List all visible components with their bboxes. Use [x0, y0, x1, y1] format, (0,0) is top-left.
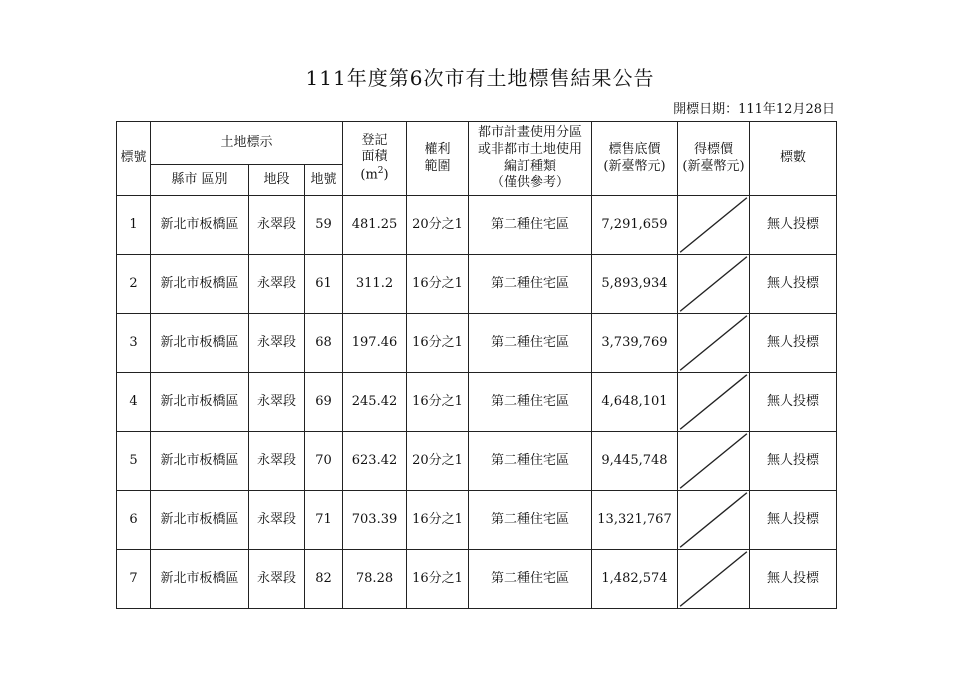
cell-result: 無人投標	[750, 373, 837, 432]
cell-zone: 第二種住宅區	[469, 373, 592, 432]
cell-zone: 第二種住宅區	[469, 432, 592, 491]
cell-lot: 71	[305, 491, 343, 550]
cell-county: 新北市板橋區	[151, 314, 249, 373]
cell-zone: 第二種住宅區	[469, 196, 592, 255]
header-base-price: 標售底價 (新臺幣元)	[592, 122, 678, 196]
header-winning-price: 得標價 (新臺幣元)	[678, 122, 750, 196]
diagonal-slash	[678, 196, 749, 254]
diagonal-slash	[678, 550, 749, 608]
cell-zone: 第二種住宅區	[469, 314, 592, 373]
cell-county: 新北市板橋區	[151, 196, 249, 255]
cell-no: 7	[117, 550, 151, 609]
cell-base-price: 4,648,101	[592, 373, 678, 432]
cell-lot: 61	[305, 255, 343, 314]
cell-base-price: 1,482,574	[592, 550, 678, 609]
header-count: 標數	[750, 122, 837, 196]
cell-zone: 第二種住宅區	[469, 255, 592, 314]
cell-no: 3	[117, 314, 151, 373]
cell-section: 永翠段	[249, 196, 305, 255]
cell-no: 2	[117, 255, 151, 314]
cell-lot: 70	[305, 432, 343, 491]
cell-result: 無人投標	[750, 196, 837, 255]
cell-result: 無人投標	[750, 491, 837, 550]
cell-county: 新北市板橋區	[151, 550, 249, 609]
cell-no: 1	[117, 196, 151, 255]
cell-base-price: 9,445,748	[592, 432, 678, 491]
cell-base-price: 13,321,767	[592, 491, 678, 550]
cell-area: 311.2	[343, 255, 407, 314]
cell-winning-price	[678, 196, 750, 255]
cell-winning-price	[678, 491, 750, 550]
header-no: 標號	[117, 122, 151, 196]
cell-section: 永翠段	[249, 432, 305, 491]
cell-base-price: 3,739,769	[592, 314, 678, 373]
page-title: 111年度第6次市有土地標售結果公告	[305, 66, 655, 90]
cell-winning-price	[678, 550, 750, 609]
table-row	[117, 314, 837, 373]
cell-rights: 16分之1	[407, 550, 469, 609]
table-row	[117, 196, 837, 255]
diagonal-slash	[678, 314, 749, 372]
cell-area: 245.42	[343, 373, 407, 432]
cell-base-price: 5,893,934	[592, 255, 678, 314]
cell-no: 4	[117, 373, 151, 432]
cell-rights: 16分之1	[407, 314, 469, 373]
cell-base-price: 7,291,659	[592, 196, 678, 255]
cell-lot: 82	[305, 550, 343, 609]
cell-rights: 16分之1	[407, 373, 469, 432]
cell-county: 新北市板橋區	[151, 491, 249, 550]
table-row	[117, 255, 837, 314]
cell-no: 6	[117, 491, 151, 550]
cell-result: 無人投標	[750, 255, 837, 314]
cell-no: 5	[117, 432, 151, 491]
header-land: 土地標示	[151, 122, 343, 165]
bid-date: 開標日期：111年12月28日	[673, 102, 835, 117]
cell-area: 623.42	[343, 432, 407, 491]
diagonal-slash	[678, 373, 749, 431]
header-county: 縣市 區別	[151, 165, 249, 196]
cell-lot: 68	[305, 314, 343, 373]
diagonal-slash	[678, 255, 749, 313]
cell-section: 永翠段	[249, 314, 305, 373]
cell-area: 703.39	[343, 491, 407, 550]
cell-lot: 69	[305, 373, 343, 432]
header-zone: 都市計畫使用分區 或非都市土地使用 編訂種類 （僅供參考）	[469, 122, 592, 196]
table-row	[117, 550, 837, 609]
cell-area: 197.46	[343, 314, 407, 373]
cell-winning-price	[678, 373, 750, 432]
cell-county: 新北市板橋區	[151, 373, 249, 432]
cell-rights: 20分之1	[407, 432, 469, 491]
cell-area: 481.25	[343, 196, 407, 255]
cell-result: 無人投標	[750, 432, 837, 491]
table-row	[117, 432, 837, 491]
table-row	[117, 491, 837, 550]
diagonal-slash	[678, 432, 749, 490]
cell-zone: 第二種住宅區	[469, 491, 592, 550]
cell-zone: 第二種住宅區	[469, 550, 592, 609]
header-rights: 權利 範圍	[407, 122, 469, 196]
cell-section: 永翠段	[249, 491, 305, 550]
diagonal-slash	[678, 491, 749, 549]
results-table	[116, 121, 837, 609]
cell-section: 永翠段	[249, 373, 305, 432]
cell-rights: 16分之1	[407, 491, 469, 550]
cell-rights: 16分之1	[407, 255, 469, 314]
cell-winning-price	[678, 432, 750, 491]
cell-result: 無人投標	[750, 550, 837, 609]
cell-rights: 20分之1	[407, 196, 469, 255]
header-section: 地段	[249, 165, 305, 196]
cell-winning-price	[678, 314, 750, 373]
cell-county: 新北市板橋區	[151, 432, 249, 491]
table-row	[117, 373, 837, 432]
cell-county: 新北市板橋區	[151, 255, 249, 314]
cell-section: 永翠段	[249, 550, 305, 609]
cell-lot: 59	[305, 196, 343, 255]
header-area: 登記 面積 $(m^2)$	[343, 122, 407, 196]
cell-section: 永翠段	[249, 255, 305, 314]
cell-result: 無人投標	[750, 314, 837, 373]
cell-area: 78.28	[343, 550, 407, 609]
cell-winning-price	[678, 255, 750, 314]
header-lot: 地號	[305, 165, 343, 196]
